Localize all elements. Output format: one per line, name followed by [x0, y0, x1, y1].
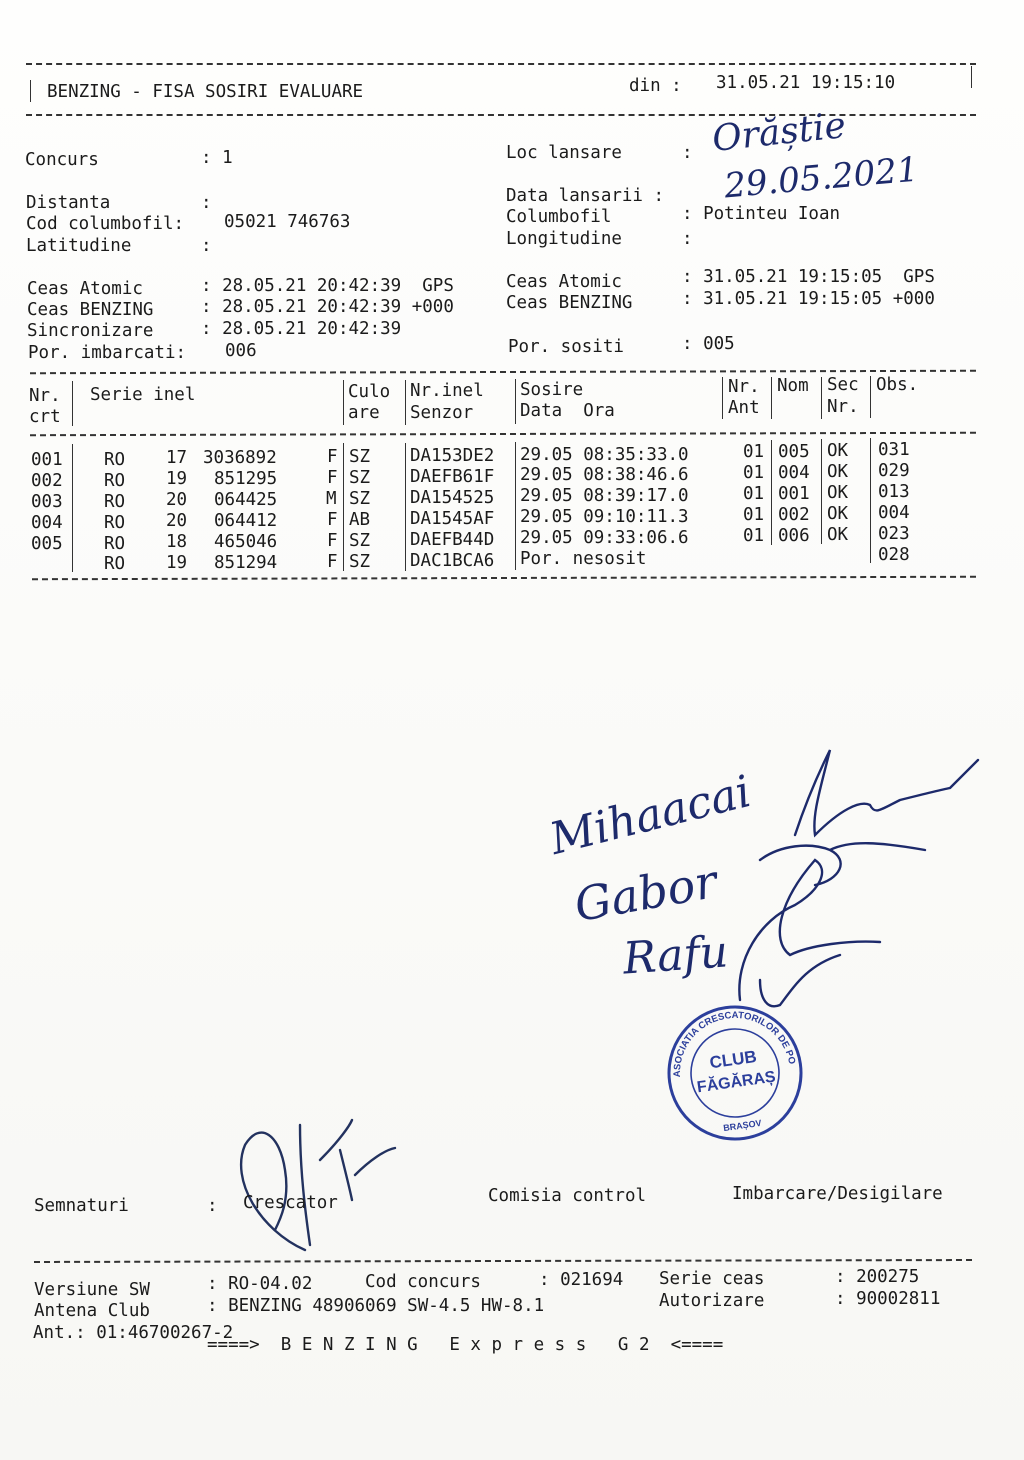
- cell-nom: 005: [778, 442, 810, 462]
- cell-arrival: Por. nesosit: [520, 549, 647, 569]
- serie-ceas-value: : 200275: [835, 1267, 920, 1287]
- cell-obs: 023: [878, 524, 910, 544]
- cell-color: SZ: [349, 447, 371, 467]
- sincronizare-label: Sincronizare: [27, 321, 154, 341]
- cell-country: RO: [104, 492, 126, 512]
- loc-lansare-handwritten: Orăștie: [710, 105, 848, 160]
- cell-ring: 064412: [214, 511, 278, 531]
- th-sosire: Sosire: [520, 380, 584, 400]
- th-culo: Culo: [348, 382, 391, 402]
- cell-nom: 004: [778, 463, 810, 483]
- stamp-city: FĂGĂRAȘ: [695, 1068, 777, 1097]
- cell-sensor: DAEFB61F: [410, 467, 495, 487]
- longitudine-label: Longitudine: [506, 229, 622, 249]
- cod-concurs-label: Cod concurs: [365, 1272, 481, 1292]
- por-imbarcati-label: Por. imbarcati:: [28, 343, 187, 363]
- stamp-ring-text: ASOCIATIA CRESCATORILOR DE PORUMBEI: [650, 1004, 798, 1078]
- stamp-club: CLUB: [708, 1046, 758, 1073]
- semnaturi-colon: :: [207, 1196, 218, 1216]
- signature-crescator-stroke: [241, 1120, 395, 1250]
- stamp-bottom: BRAȘOV: [722, 1117, 763, 1134]
- cell-year: 19: [166, 553, 188, 573]
- cell-ant: 01: [743, 526, 765, 546]
- autorizare-value: : 90002811: [835, 1289, 941, 1309]
- cell-sensor: DA1545AF: [410, 509, 495, 529]
- th-sec-nr: Nr.: [827, 397, 859, 417]
- semnaturi-label: Semnaturi: [34, 1196, 129, 1216]
- cell-obs: 028: [878, 545, 910, 565]
- cell-arrival: 29.05 08:35:33.0: [520, 445, 689, 465]
- th-sec: Sec: [827, 375, 859, 395]
- data-lansarii-handwritten: 29.05.2021: [722, 149, 921, 207]
- loc-lansare-label: Loc lansare: [506, 143, 622, 163]
- cell-arrival: 29.05 08:38:46.6: [520, 465, 689, 485]
- data-lansarii-label: Data lansarii :: [506, 186, 665, 206]
- concurs-label: Concurs: [25, 150, 99, 170]
- cell-nom: 001: [778, 484, 810, 504]
- por-sositi-label: Por. sositi: [508, 337, 624, 357]
- antenna-id: Ant.: 01:46700267-2: [33, 1323, 234, 1343]
- cell-ant: 01: [743, 505, 765, 525]
- signature-rafu: Rafu: [621, 926, 730, 985]
- cell-country: RO: [104, 554, 126, 574]
- crescator-label: Crescator: [243, 1193, 338, 1213]
- th-senzor: Senzor: [410, 403, 474, 423]
- cell-color: SZ: [349, 552, 371, 572]
- th-nrinel: Nr.inel: [410, 381, 484, 401]
- longitudine-value: :: [682, 229, 693, 249]
- cell-sec: OK: [827, 483, 849, 503]
- cod-columbofil-label: Cod columbofil:: [26, 214, 185, 234]
- cell-ring: 3036892: [203, 448, 277, 468]
- ceas-benzing-left-label: Ceas BENZING: [27, 300, 154, 320]
- cell-ring: 465046: [214, 532, 278, 552]
- cell-nom: 006: [778, 526, 810, 546]
- versiune-label: Versiune SW: [34, 1280, 150, 1300]
- cell-sensor: DA154525: [410, 488, 495, 508]
- din-value: 31.05.21 19:15:10: [716, 73, 896, 93]
- club-stamp: [650, 1003, 805, 1143]
- cell-obs: 004: [878, 503, 910, 523]
- th-serie: Serie inel: [90, 385, 196, 405]
- antena-club-value: : BENZING 48906069 SW-4.5 HW-8.1: [207, 1296, 545, 1316]
- cell-arrival: 29.05 09:33:06.6: [520, 528, 689, 548]
- cell-sex: F: [327, 552, 338, 572]
- imbarcare-label: Imbarcare/Desigilare: [732, 1184, 943, 1204]
- cell-color: SZ: [349, 531, 371, 551]
- cell-year: 20: [166, 511, 188, 531]
- cell-sec: OK: [827, 462, 849, 482]
- columbofil-value: : Potinteu Ioan: [682, 204, 841, 224]
- cell-sex: F: [327, 510, 338, 530]
- cell-country: RO: [104, 534, 126, 554]
- cell-year: 18: [166, 532, 188, 552]
- cell-ant: 01: [743, 442, 765, 462]
- columbofil-label: Columbofil: [506, 207, 612, 227]
- serie-ceas-label: Serie ceas: [659, 1269, 765, 1289]
- ceas-atomic-right-label: Ceas Atomic: [506, 272, 622, 292]
- por-sositi-value: : 005: [682, 334, 735, 354]
- cod-columbofil-value: 05021 746763: [224, 212, 351, 232]
- cell-country: RO: [104, 471, 126, 491]
- cell-arrival: 29.05 09:10:11.3: [520, 507, 689, 527]
- signature-mihaacai: Mihaacai: [544, 765, 757, 866]
- th-nr: Nr.: [29, 386, 61, 406]
- signature-gabor: Gabor: [570, 853, 721, 933]
- th-crt: crt: [29, 407, 61, 427]
- cell-sec: OK: [827, 441, 849, 461]
- cell-country: RO: [104, 513, 126, 533]
- cell-color: SZ: [349, 489, 371, 509]
- cell-ant: 01: [743, 463, 765, 483]
- th-nom: Nom: [777, 376, 809, 396]
- ceas-atomic-right-value: : 31.05.21 19:15:05 GPS: [682, 267, 935, 287]
- versiune-value: : RO-04.02: [207, 1274, 313, 1294]
- signature-stroke-2: [760, 843, 925, 885]
- ceas-benzing-left-value: : 28.05.21 20:42:39 +000: [201, 297, 454, 317]
- cell-nr: 003: [31, 492, 63, 512]
- cell-nr: 002: [31, 471, 63, 491]
- cell-obs: 013: [878, 482, 910, 502]
- sincronizare-value: : 28.05.21 20:42:39: [201, 319, 402, 339]
- cell-country: RO: [104, 450, 126, 470]
- latitudine-value: :: [201, 236, 212, 256]
- cell-ring: 064425: [214, 490, 278, 510]
- benzing-express-banner: ====> B E N Z I N G E x p r e s s G 2 <====: [207, 1335, 724, 1355]
- ceas-benzing-right-value: : 31.05.21 19:15:05 +000: [682, 289, 935, 309]
- distanta-value: :: [201, 193, 212, 213]
- cell-year: 19: [166, 469, 188, 489]
- cell-color: SZ: [349, 468, 371, 488]
- cell-sec: OK: [827, 525, 849, 545]
- cell-sensor: DAC1BCA6: [410, 551, 495, 571]
- din-label: din :: [629, 76, 682, 96]
- cell-year: 17: [166, 448, 188, 468]
- cell-ring: 851294: [214, 553, 278, 573]
- cell-arrival: 29.05 08:39:17.0: [520, 486, 689, 506]
- loc-lansare-value: :: [682, 143, 693, 163]
- ceas-atomic-left-value: : 28.05.21 20:42:39 GPS: [201, 276, 454, 296]
- ceas-benzing-right-label: Ceas BENZING: [506, 293, 633, 313]
- cell-sex: F: [327, 468, 338, 488]
- th-nr-ant: Nr.: [728, 377, 760, 397]
- cell-ring: 851295: [214, 469, 278, 489]
- cod-concurs-value: : 021694: [539, 1270, 624, 1290]
- cell-nom: 002: [778, 505, 810, 525]
- cell-sec: OK: [827, 504, 849, 524]
- cell-sex: M: [326, 489, 337, 509]
- cell-sex: F: [327, 447, 338, 467]
- ceas-atomic-left-label: Ceas Atomic: [27, 279, 143, 299]
- cell-sex: F: [327, 531, 338, 551]
- signature-stroke-1: [795, 750, 978, 835]
- cell-nr: 001: [31, 450, 63, 470]
- concurs-value: : 1: [201, 148, 233, 168]
- page-title: BENZING - FISA SOSIRI EVALUARE: [47, 82, 364, 102]
- cell-year: 20: [166, 490, 188, 510]
- cell-color: AB: [349, 510, 371, 530]
- distanta-label: Distanta: [26, 193, 111, 213]
- th-obs: Obs.: [876, 375, 919, 395]
- th-data-ora: Data Ora: [520, 401, 615, 421]
- latitudine-label: Latitudine: [26, 236, 132, 256]
- cell-obs: 029: [878, 461, 910, 481]
- cell-obs: 031: [878, 440, 910, 460]
- cell-sensor: DAEFB44D: [410, 530, 495, 550]
- cell-ant: 01: [743, 484, 765, 504]
- comisia-control-label: Comisia control: [488, 1186, 647, 1206]
- cell-nr: 005: [31, 534, 63, 554]
- cell-nr: 004: [31, 513, 63, 533]
- cell-sensor: DA153DE2: [410, 446, 495, 466]
- th-ant: Ant: [728, 398, 760, 418]
- autorizare-label: Autorizare: [659, 1291, 765, 1311]
- por-imbarcati-value: 006: [225, 341, 257, 361]
- th-are: are: [348, 403, 380, 423]
- signature-stroke-4: [760, 955, 840, 1006]
- antena-club-label: Antena Club: [34, 1301, 150, 1321]
